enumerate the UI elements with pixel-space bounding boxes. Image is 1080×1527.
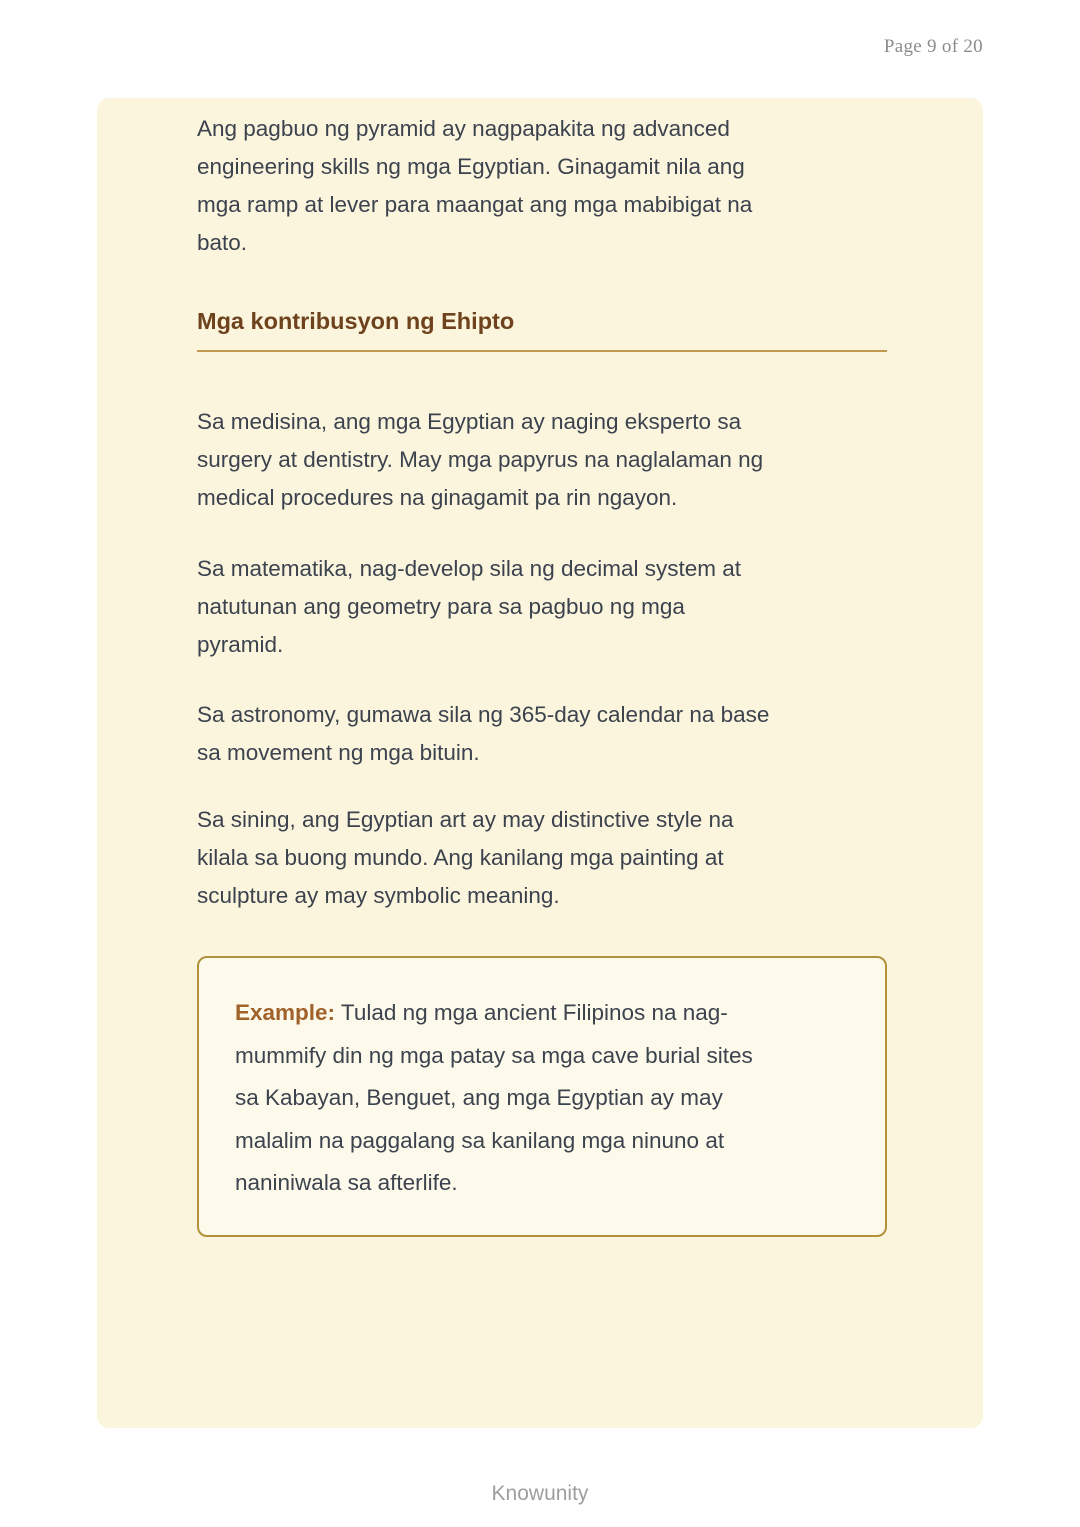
footer-brand: Knowunity xyxy=(491,1482,589,1505)
page-indicator: Page 9 of 20 xyxy=(883,36,983,57)
paragraph-astronomy: Sa astronomy, gumawa sila ng 365-day calendar na base sa movement ng mga bituin. xyxy=(197,702,770,765)
paragraph-matematika: Sa matematika, nag-develop sila ng decimal system at natutunan ang geometry para sa pagbuo ng mga pyramid. xyxy=(197,556,742,657)
section-heading-kontribusyon: Mga kontribusyon ng Ehipto xyxy=(197,308,887,352)
example-paragraph xyxy=(235,992,849,1205)
example-text: Tulad ng mga ancient Filipinos na nag- mummify din ng mga patay sa mga cave burial sites sa Kabayan, Benguet, ang mga Egyptian ay may malalim na paggalang sa kanilang mga ninuno at naniniwala sa afterlife. xyxy=(235,1000,753,1195)
notes-content-panel xyxy=(97,98,983,1428)
paragraph-medisina: Sa medisina, ang mga Egyptian ay naging eksperto sa surgery at dentistry. May mga papyrus na naglalaman ng medical procedures na ginagamit pa rin ngayon. xyxy=(197,409,764,510)
example-callout-box xyxy=(197,956,887,1237)
paragraph-sining: Sa sining, ang Egyptian art ay may distinctive style na kilala sa buong mundo. Ang kanilang mga painting at sculpture ay may symbolic meaning. xyxy=(197,807,734,908)
example-label: Example: xyxy=(235,1000,336,1025)
paragraph-pyramid-intro: Ang pagbuo ng pyramid ay nagpapakita ng advanced engineering skills ng mga Egyptian. Ginagamit nila ang mga ramp at lever para maangat ang mga mabibigat na bato. xyxy=(197,116,753,255)
